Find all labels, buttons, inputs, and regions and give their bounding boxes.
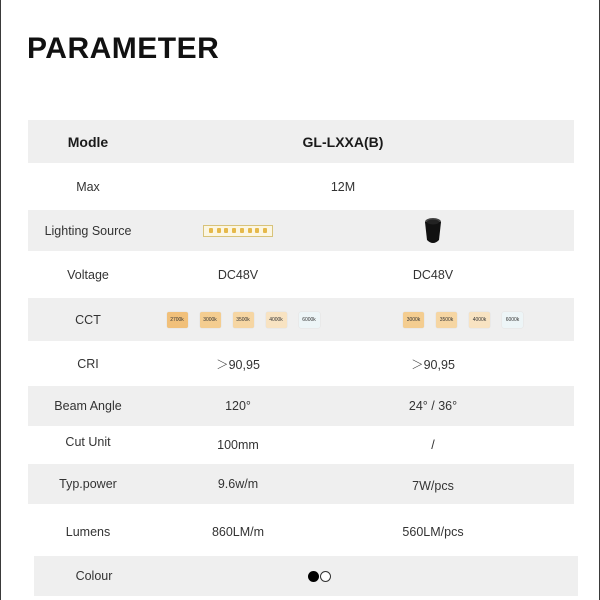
white-colour-swatch — [320, 571, 331, 582]
table-row-voltage — [28, 253, 574, 296]
beam-angle-value-2: 24° / 36° — [408, 399, 458, 413]
row-label-cri: CRI — [77, 356, 99, 371]
colour-swatches — [239, 556, 399, 596]
beam-angle-value-1: 120° — [225, 399, 251, 413]
page-border-left — [0, 0, 1, 600]
max-value: 12M — [330, 179, 356, 194]
table-row-lighting-source — [28, 210, 574, 251]
lumens-value-2: 560LM/pcs — [402, 524, 464, 539]
table-row-cct — [28, 298, 574, 341]
cct-group1-chip-2700k: 2700k — [167, 312, 188, 328]
lumens-value-1: 860LM/m — [211, 524, 265, 539]
cct-group2-chip-3500k: 3500k — [436, 312, 457, 328]
cri-value-2: ＞90,95 — [411, 357, 455, 372]
cct-group1-chip-3000k: 3000k — [200, 312, 221, 328]
voltage-value-1: DC48V — [217, 267, 259, 282]
cri-value-1: ＞90,95 — [216, 357, 260, 372]
cct-group1-chip-3500k: 3500k — [233, 312, 254, 328]
typ-power-value-1: 9.6w/m — [217, 477, 259, 491]
cut-unit-value-1: 100mm — [217, 438, 259, 452]
table-row-beam-angle — [28, 386, 574, 426]
row-label-cut-unit: Cut Unit — [65, 435, 111, 449]
row-label-lighting-source: Lighting Source — [44, 223, 132, 238]
cut-unit-value-2: / — [431, 438, 435, 452]
table-row-cut-unit — [28, 428, 574, 462]
row-label-colour: Colour — [75, 569, 113, 583]
header-label: Modle — [67, 133, 109, 150]
header-model: GL-LXXA(B) — [302, 133, 384, 150]
row-label-beam-angle: Beam Angle — [54, 399, 122, 413]
table-header-row — [28, 120, 574, 163]
table-row-typ-power — [28, 464, 574, 504]
spotlight-icon — [423, 216, 443, 246]
lighting-source-cell-2 — [348, 210, 518, 251]
typ-power-value-2: 7W/pcs — [412, 479, 454, 493]
voltage-value-2: DC48V — [412, 267, 454, 282]
cct-group2-chip-4000k: 4000k — [469, 312, 490, 328]
table-row-colour — [34, 556, 578, 596]
row-label-voltage: Voltage — [67, 267, 109, 282]
row-label-typ-power: Typ.power — [59, 477, 117, 491]
row-label-cct: CCT — [75, 312, 101, 327]
cct-group1-chip-4000k: 4000k — [266, 312, 287, 328]
cct-group-1 — [148, 298, 338, 341]
table-row-lumens — [28, 508, 574, 555]
row-label-max: Max — [76, 179, 100, 194]
cct-group2-chip-3000k: 3000k — [403, 312, 424, 328]
row-label-lumens: Lumens — [65, 524, 111, 539]
table-row-max — [28, 165, 574, 208]
cct-group1-chip-6000k: 6000k — [299, 312, 320, 328]
lighting-source-cell-1 — [163, 210, 313, 251]
table-row-cri — [28, 343, 574, 384]
page-title: PARAMETER — [27, 32, 220, 65]
led-strip-icon — [203, 225, 273, 237]
cct-group-2 — [378, 298, 548, 341]
black-colour-swatch — [308, 571, 319, 582]
cct-group2-chip-6000k: 6000k — [502, 312, 523, 328]
